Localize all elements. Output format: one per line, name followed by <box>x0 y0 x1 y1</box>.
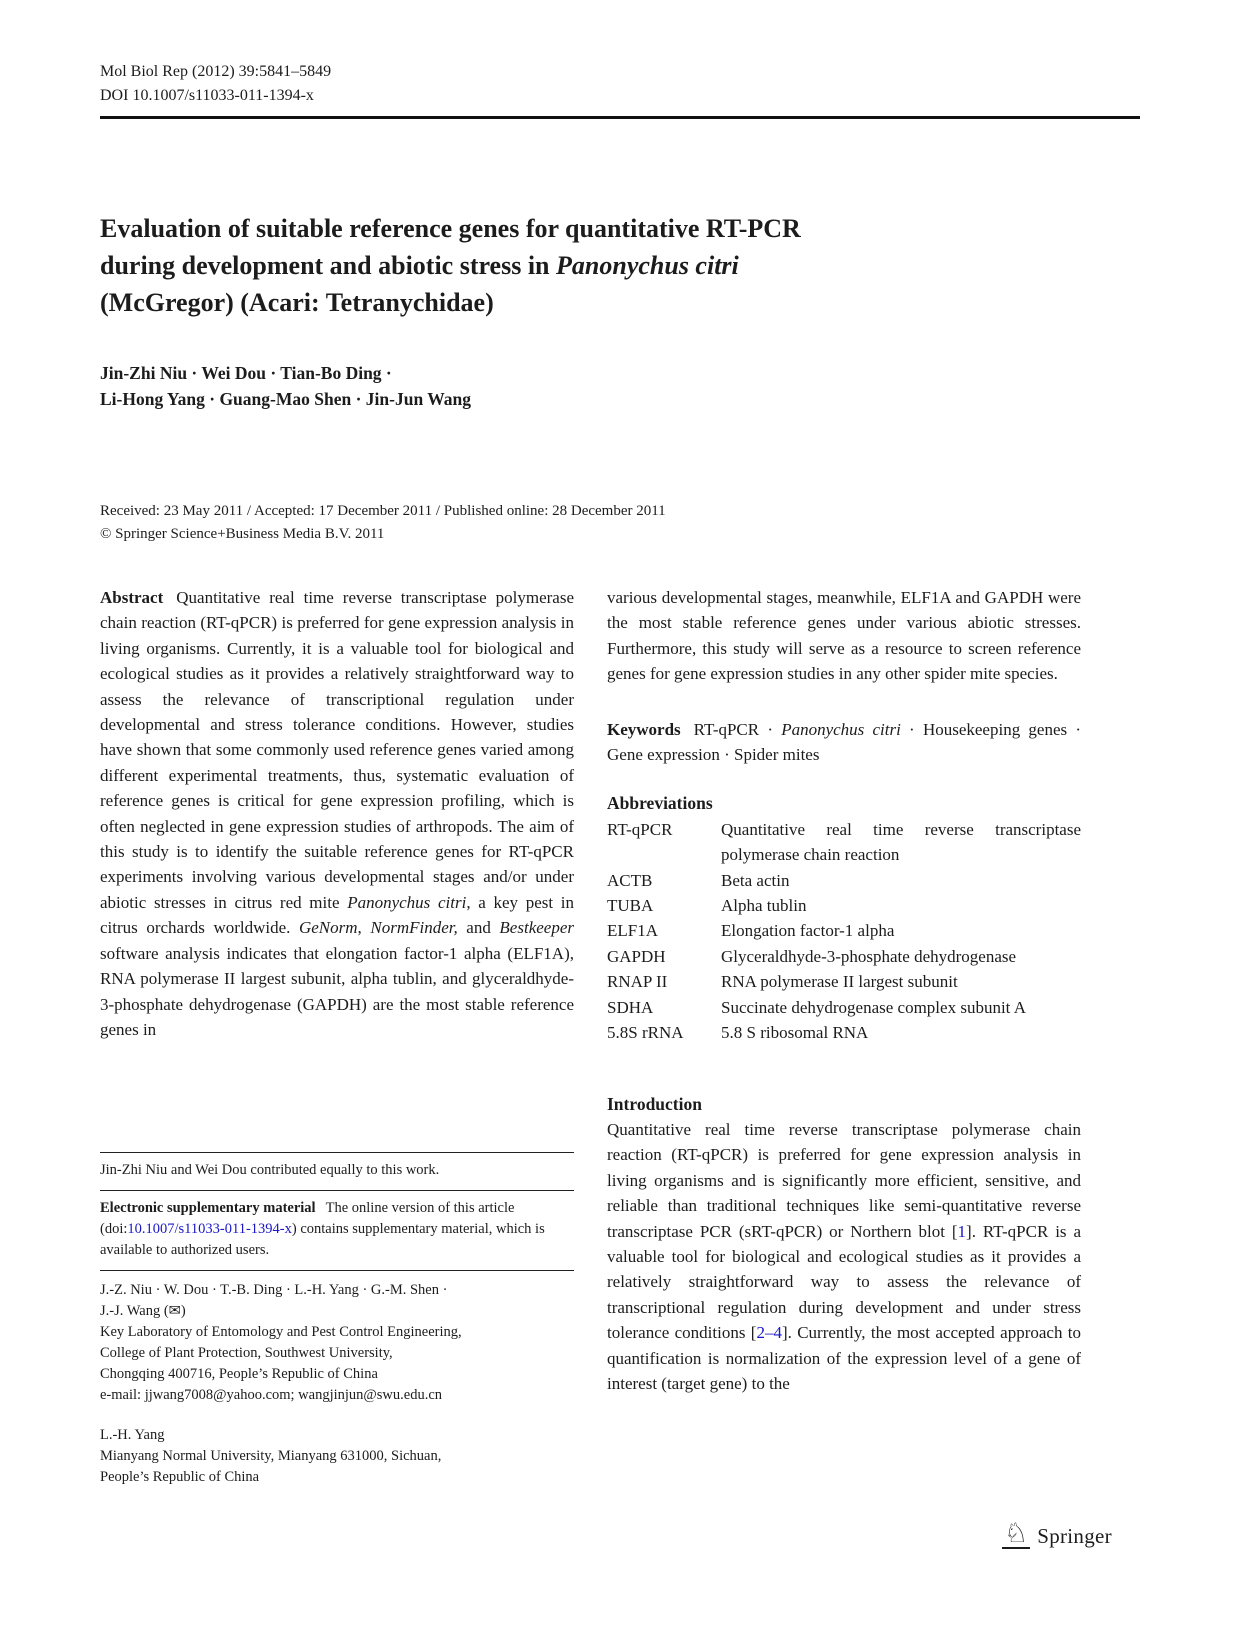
email-envelope-icon: ✉ <box>168 1303 181 1319</box>
right-column <box>607 585 1081 1396</box>
abstract-text: Quantitative real time reverse transcriptase polymerase chain reaction (RT-qPCR) is preferred for gene expression analysis in living organisms. Currently, it is a valuable tool for biological and ecological studies as it provides a relatively straightforward way to assess the relevance of transcriptional regulation under developmental and stress tolerance conditions. However, studies have shown that some commonly used reference genes varied among different experimental treatments, thus, systematic evaluation of reference genes is critical for gene expression profiling, which is often neglected in gene expression studies of arthropods. The aim of this study is to identify the suitable reference genes for RT-qPCR experiments involving various developmental stages and/or under abiotic stresses in citrus red mite <box>100 588 574 912</box>
springer-knight-icon: ♘ <box>1004 1518 1029 1548</box>
affiliation-1 <box>100 1280 574 1406</box>
doi-line: DOI 10.1007/s11033-011-1394-x <box>100 87 314 104</box>
abbreviation-row <box>607 995 1081 1020</box>
affiliation-line: People’s Republic of China <box>100 1469 260 1485</box>
esm-note: Electronic supplementary material The online version of this article (doi:10.1007/s11033-011-1394-x) contains supplementary material, which is available to authorized users. <box>100 1200 545 1258</box>
abbreviation-definition: Beta actin <box>721 870 790 890</box>
author-line-1: Jin-Zhi Niu · Wei Dou · Tian-Bo Ding · <box>100 363 392 383</box>
abbreviation-row <box>607 893 1081 918</box>
affiliation-2 <box>100 1425 574 1488</box>
affiliation-line: Chongqing 400716, People’s Republic of China <box>100 1366 378 1382</box>
abbreviation-definition: Quantitative real time reverse transcriptase polymerase chain reaction <box>721 819 1081 865</box>
footnote-rule-2 <box>100 1190 574 1191</box>
keywords-species-italic: Panonychus citri <box>781 719 901 739</box>
abbreviation-definition: RNA polymerase II largest subunit <box>721 972 958 992</box>
abbreviation-definition: Glyceraldhyde-3-phosphate dehydrogenase <box>721 946 1017 966</box>
abbreviation-term: ACTB <box>607 870 653 890</box>
affiliation-authors-line1: J.-Z. Niu · W. Dou · T.-B. Ding · L.-H. Yang · G.-M. Shen · <box>100 1282 448 1298</box>
abbreviations-heading: Abbreviations <box>607 793 713 814</box>
abbreviation-definition: Elongation factor-1 alpha <box>721 921 895 941</box>
affiliation-line: College of Plant Protection, Southwest University, <box>100 1345 393 1361</box>
received-accepted-line: Received: 23 May 2011 / Accepted: 17 December 2011 / Published online: 28 December 2011 <box>100 503 666 519</box>
keywords-label: Keywords <box>607 719 681 739</box>
abbreviation-row <box>607 868 1081 893</box>
esm-doi-link[interactable]: 10.1007/s11033-011-1394-x <box>127 1221 292 1237</box>
affiliation-line: Mianyang Normal University, Mianyang 631000, Sichuan, <box>100 1448 442 1464</box>
abbreviation-definition: Succinate dehydrogenase complex subunit A <box>721 997 1026 1017</box>
author-line-2: Li-Hong Yang · Guang-Mao Shen · Jin-Jun Wang <box>100 389 472 409</box>
abbreviation-term: TUBA <box>607 896 654 916</box>
affiliation-author: L.-H. Yang <box>100 1427 165 1443</box>
abbreviation-row <box>607 817 1081 868</box>
author-list <box>100 360 471 412</box>
footnote-block <box>100 1152 574 1488</box>
abbreviation-row <box>607 1020 1081 1045</box>
abstract-label: Abstract <box>100 588 164 607</box>
equal-contribution-note: Jin-Zhi Niu and Wei Dou contributed equally to this work. <box>100 1162 440 1178</box>
article-history <box>100 500 666 546</box>
software-bestkeeper-italic: Bestkeeper <box>499 918 574 938</box>
introduction-paragraph: Quantitative real time reverse transcriptase polymerase chain reaction (RT-qPCR) is preferred for gene expression analysis in living organisms and is significantly more efficient, sensitive, and reliable than traditional techniques like semi-quantitative reverse transcriptase PCR (sRT-qPCR) or Northern blot [1]. RT-qPCR is a valuable tool for biological and ecological studies as it provides a relatively straightforward way to assess the relevance of transcriptional regulation during development and under stress tolerance conditions [2–4]. Currently, the most accepted approach to quantification is normalization of the expression level of a gene of interest (target gene) to the <box>607 1119 1082 1393</box>
abbreviation-definition: 5.8 S ribosomal RNA <box>721 1023 869 1043</box>
left-column <box>100 585 574 1042</box>
article-title <box>100 210 1080 321</box>
affiliation-line: Key Laboratory of Entomology and Pest Control Engineering, <box>100 1324 462 1340</box>
software-genorm-italic: GeNorm <box>298 918 358 938</box>
abbreviation-term: RT-qPCR <box>607 819 673 839</box>
title-line3: (McGregor) (Acari: Tetranychidae) <box>100 288 494 317</box>
header-rule <box>100 116 1140 119</box>
abbreviation-term: 5.8S rRNA <box>607 1023 684 1043</box>
abbreviation-row <box>607 944 1081 969</box>
introduction-heading: Introduction <box>607 1093 702 1114</box>
title-line1: Evaluation of suitable reference genes for quantitative RT-PCR <box>100 214 801 243</box>
species-name-italic: Panonychus citri <box>347 892 467 912</box>
springer-wordmark: Springer <box>1037 1524 1112 1548</box>
springer-logo <box>1002 1520 1112 1549</box>
footnote-rule-1 <box>100 1152 574 1153</box>
abbreviation-term: SDHA <box>607 997 654 1017</box>
abbreviation-term: ELF1A <box>607 921 658 941</box>
footnote-rule-3 <box>100 1270 574 1271</box>
abbreviations-list <box>607 817 1081 1046</box>
abbreviation-row <box>607 969 1081 994</box>
citation-ref-1[interactable]: 1 <box>957 1221 967 1241</box>
title-line2: during development and abiotic stress in <box>100 251 557 280</box>
title-species-italic: Panonychus citri <box>556 251 739 280</box>
esm-label: Electronic supplementary material <box>100 1200 316 1216</box>
keywords-paragraph: Keywords RT-qPCR · Panonychus citri · Housekeeping genes · Gene expression · Spider mites <box>607 719 1081 765</box>
abbreviation-definition: Alpha tublin <box>721 896 807 916</box>
citation-ref-2-4[interactable]: 2–4 <box>756 1323 782 1343</box>
journal-header <box>100 60 331 108</box>
abbreviation-row <box>607 918 1081 943</box>
abbreviation-term: RNAP II <box>607 972 668 992</box>
abbreviation-term: GAPDH <box>607 946 666 966</box>
journal-citation: Mol Biol Rep (2012) 39:5841–5849 <box>100 63 332 80</box>
abstract-paragraph: Abstract Quantitative real time reverse transcriptase polymerase chain reaction (RT-qPCR) is preferred for gene expression analysis in living organisms. Currently, it is a valuable tool for biological and ecological studies as it provides a relatively straightforward way to assess the relevance of transcriptional regulation under developmental and stress tolerance conditions. However, studies have shown that some commonly used reference genes varied among different experimental treatments, thus, systematic evaluation of reference genes is critical for gene expression profiling, which is often neglected in gene expression studies of arthropods. The aim of this study is to identify the suitable reference genes for RT-qPCR experiments involving various developmental stages and/or under abiotic stresses in citrus red mite Panonychus citri, a key pest in citrus orchards worldwide. GeNorm, NormFinder, and Bestkeeper software analysis indicates that elongation factor-1 alpha (ELF1A), RNA polymerase II largest subunit, alpha tublin, and glyceraldhyde-3-phosphate dehydrogenase (GAPDH) are the most stable reference genes in <box>100 588 574 1039</box>
copyright-line: © Springer Science+Business Media B.V. 2011 <box>100 526 385 542</box>
affiliation-authors-line2: J.-J. Wang (✉) <box>100 1303 186 1319</box>
abstract-continued-paragraph: various developmental stages, meanwhile, ELF1A and GAPDH were the most stable reference genes under various abiotic stresses. Furthermore, this study will serve as a resource to screen reference genes for gene expression studies in any other spider mite species. <box>607 588 1081 684</box>
software-normfinder-italic: NormFinder, <box>370 918 458 938</box>
affiliation-email-line: e-mail: jjwang7008@yahoo.com; wangjinjun@swu.edu.cn <box>100 1387 443 1403</box>
